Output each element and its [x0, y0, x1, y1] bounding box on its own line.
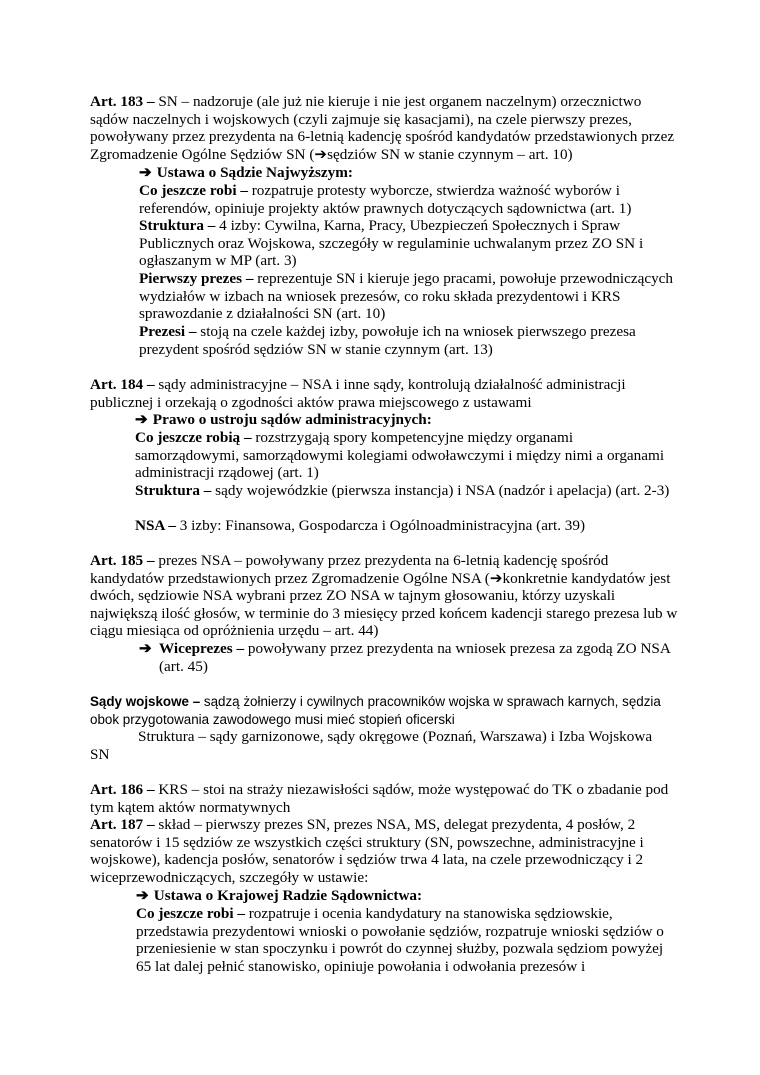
admin-item-structure: Struktura – sądy wojewódzkie (pierwsza instancja) i NSA (nadzór i apelacja) (art. 2-3): [135, 482, 670, 499]
sn-item-tasks: Co jeszcze robi – rozpatruje protesty wyborcze, stwierdza ważność wyborów i referendów, opiniuje projekty aktów prawnych dotyczących sądownictwa (art. 1): [139, 182, 632, 217]
arrow-icon: ➔: [139, 640, 152, 657]
arrow-icon: ➔: [136, 887, 149, 904]
sn-item-first-president: Pierwszy prezes – reprezentuje SN i kieruje jego pracami, powołuje przewodniczących wydziałów w izbach na wniosek prezesów, co roku składa prezydentowi i KRS sprawozdanie z działalności SN (art. 10): [139, 270, 674, 323]
art-184-label: Art. 184 –: [90, 376, 155, 393]
art-183-paragraph: Art. 183 – SN – nadzoruje (ale już nie kieruje i nie jest organem naczelnym) orzecznictwo sądów naczelnych i wojskowych (czyli zajmuje się kasacjami), na czele pierwszy prezes, powoływany przez prezydenta na 6-letnią kadencję spośród kandydatów przedstawionych przez Zgromadzenie Ogólne Sędziów SN (➔sędziów SN w stanie czynnym – art. 10): [90, 93, 675, 163]
sn-act-heading: ➔ Ustawa o Sądzie Najwyższym:: [139, 164, 353, 181]
sn-item-structure: Struktura – 4 izby: Cywilna, Karna, Pracy, Ubezpieczeń Społecznych i Spraw Publicznych oraz Wojskowa, szczegóły w regulaminie uchwalanym przez ZO SN i ogłaszanym w MP (art. 3): [139, 217, 644, 270]
art-185-label: Art. 185 –: [90, 552, 155, 569]
art-187-paragraph: Art. 187 – skład – pierwszy prezes SN, prezes NSA, MS, delegat prezydenta, 4 posłów, 2 senatorów i 15 sędziów ze wszystkich części struktury (SN, powszechne, administracyjne i wojskowe), kadencja posłów, senatorów i sędziów trwa 4 lata, na czele przewodniczący i 2 wiceprzewodniczących, szczegóły w ustawie:: [90, 816, 644, 886]
krs-item-tasks: Co jeszcze robi – rozpatruje i ocenia kandydatury na stanowiska sędziowskie, przedstawia prezydentowi wnioski o powołanie sędziów, rozpatruje wnioski sędziów o przeniesienie w stan spoczynku i powrót do czynnej służby, pozwala sędziom powyżej 65 lat dalej pełnić stanowisko, opiniuje powołania i odwołania prezesów i: [136, 905, 664, 975]
krs-act-heading: ➔ Ustawa o Krajowej Radzie Sądownictwa:: [136, 887, 423, 904]
arrow-icon: ➔: [314, 145, 328, 163]
arrow-icon: ➔: [135, 411, 148, 428]
military-structure-line: Struktura – sądy garnizonowe, sądy okręgowe (Poznań, Warszawa) i Izba Wojskowa: [138, 728, 653, 745]
sn-item-presidents: Prezesi – stoją na czele każdej izby, powołuje ich na wniosek pierwszego prezesa prezydent spośród sędziów SN w stanie czynnym (art. 13): [139, 323, 636, 358]
admin-item-nsa: NSA – 3 izby: Finansowa, Gospodarcza i Ogólnoadministracyjna (art. 39): [135, 517, 586, 534]
art-187-label: Art. 187 –: [90, 816, 155, 833]
arrow-icon: ➔: [139, 164, 152, 181]
admin-item-tasks: Co jeszcze robią – rozstrzygają spory kompetencyjne między organami samorządowymi, samorządowymi kolegiami odwoławczymi i między nimi a organami administracji rządowej (art. 1): [135, 429, 665, 482]
admin-courts-heading: ➔ Prawo o ustroju sądów administracyjnych:: [135, 411, 432, 428]
art-186-paragraph: Art. 186 – KRS – stoi na straży niezawisłości sądów, może występować do TK o zbadanie pod tym kątem aktów normatywnych: [90, 781, 669, 816]
arrow-icon: ➔: [489, 569, 503, 587]
art-186-label: Art. 186 –: [90, 781, 155, 798]
art-184-paragraph: Art. 184 – sądy administracyjne – NSA i inne sądy, kontrolują działalność administracji publicznej i orzekają o zgodności aktów prawa miejscowego z ustawami: [90, 376, 626, 411]
art-185-paragraph: Art. 185 – prezes NSA – powoływany przez prezydenta na 6-letnią kadencję spośród kandydatów przedstawionych przez Zgromadzenie Ogólne NSA (➔konkretnie kandydatów jest dwóch, sędziowie NSA wybrani przez ZO NSA w tajnym głosowaniu, którzy uzyskali największą ilość głosów, w terminie do 3 miesięcy przed końcem kadencji starego prezesa lub w ciągu miesiąca od opróżnienia urzędu – art. 44): [90, 552, 678, 640]
military-structure-line-end: SN: [90, 746, 110, 763]
military-courts-paragraph: Sądy wojskowe – sądzą żołnierzy i cywilnych pracowników wojska w sprawach karnych, sędzia obok przygotowania zawodowego musi mieć stopień oficerski: [90, 694, 661, 727]
vice-president-item: Wiceprezes – powoływany przez prezydenta na wniosek prezesa za zgodą ZO NSA (art. 45): [159, 640, 670, 675]
art-183-label: Art. 183 –: [90, 93, 155, 110]
